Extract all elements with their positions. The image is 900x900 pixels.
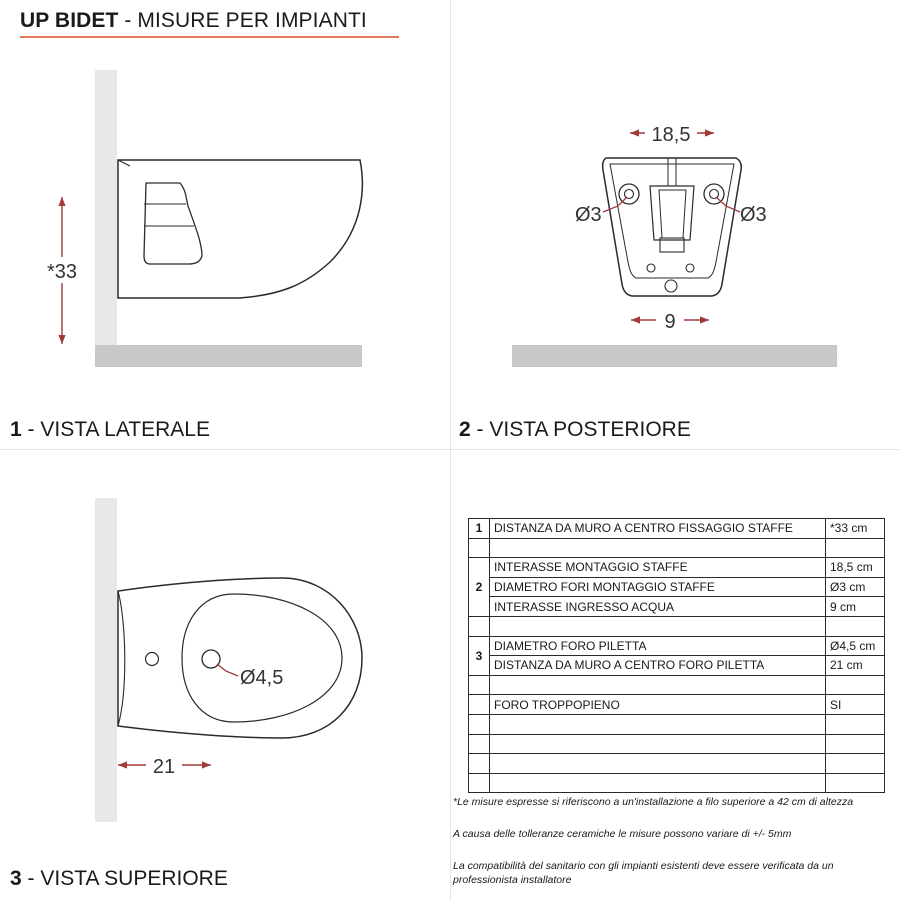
row-value: *33 cm [826, 519, 885, 539]
view-1-number: 1 [10, 418, 22, 441]
row-value: 9 cm [826, 597, 885, 617]
group-number [469, 616, 490, 636]
table-row [469, 636, 885, 656]
view-2-label [459, 418, 691, 442]
row-label: DIAMETRO FORI MONTAGGIO STAFFE [490, 577, 826, 597]
rear-hole-left-label: Ø3 [575, 204, 602, 226]
row-label: INTERASSE MONTAGGIO STAFFE [490, 558, 826, 578]
group-number [469, 675, 490, 695]
row-value [826, 616, 885, 636]
row-value: 18,5 cm [826, 558, 885, 578]
table-row [469, 519, 885, 539]
table-row [469, 577, 885, 597]
row-label [490, 616, 826, 636]
side-floor [95, 345, 362, 367]
brand-name: UP BIDET [20, 9, 119, 32]
row-value [826, 734, 885, 754]
row-value: Ø4,5 cm [826, 636, 885, 656]
rear-bracket-label: 18,5 [651, 124, 691, 146]
group-number [469, 714, 490, 734]
row-label [490, 734, 826, 754]
table-row [469, 754, 885, 774]
top-view [95, 498, 362, 822]
row-label: FORO TROPPOPIENO [490, 695, 826, 715]
table-row [469, 558, 885, 578]
table-row [469, 538, 885, 558]
row-label: INTERASSE INGRESSO ACQUA [490, 597, 826, 617]
row-label: DISTANZA DA MURO A CENTRO FISSAGGIO STAFFE [490, 519, 826, 539]
table-row [469, 616, 885, 636]
rear-floor [512, 345, 837, 367]
view-1-label [10, 418, 210, 442]
table-row [469, 675, 885, 695]
note-ceramic-tolerance: A causa delle tolleranze ceramiche le misure possono variare di +/- 5mm [453, 828, 792, 840]
side-height-label: *33 [46, 261, 78, 283]
view-3-title: - VISTA SUPERIORE [27, 867, 228, 890]
row-label [490, 714, 826, 734]
view-2-title: - VISTA POSTERIORE [476, 418, 691, 441]
spec-table [468, 518, 885, 793]
table-row [469, 734, 885, 754]
row-value [826, 714, 885, 734]
group-number [469, 538, 490, 558]
group-number: 2 [469, 558, 490, 617]
title-separator: - [118, 9, 138, 32]
table-row [469, 656, 885, 676]
row-value [826, 754, 885, 774]
row-label: DISTANZA DA MURO A CENTRO FORO PILETTA [490, 656, 826, 676]
table-row [469, 695, 885, 715]
row-label [490, 538, 826, 558]
note-tolerance-height: *Le misure espresse si riferiscono a un'installazione a filo superiore a 42 cm di altezza [453, 796, 854, 808]
table-row [469, 714, 885, 734]
row-value [826, 538, 885, 558]
view-2-number: 2 [459, 418, 471, 441]
note-compatibility: La compatibilità del sanitario con gli impianti esistenti deve essere verificata da un professionista installatore [453, 860, 834, 886]
view-1-title: - VISTA LATERALE [27, 418, 210, 441]
side-bidet-outline [118, 160, 362, 298]
group-number [469, 734, 490, 754]
top-bidet-outline [118, 578, 362, 738]
row-label [490, 675, 826, 695]
row-label: DIAMETRO FORO PILETTA [490, 636, 826, 656]
row-value [826, 773, 885, 793]
top-wall [95, 498, 117, 822]
row-value: Ø3 cm [826, 577, 885, 597]
group-number [469, 695, 490, 715]
group-number [469, 754, 490, 774]
row-value: 21 cm [826, 656, 885, 676]
group-number: 1 [469, 519, 490, 539]
rear-view [512, 121, 837, 367]
group-number [469, 773, 490, 793]
side-view [40, 70, 362, 367]
group-number: 3 [469, 636, 490, 675]
view-3-number: 3 [10, 867, 22, 890]
row-value: SI [826, 695, 885, 715]
title-subtitle: MISURE PER IMPIANTI [137, 9, 367, 32]
rear-inlet-label: 9 [664, 311, 676, 333]
row-value [826, 675, 885, 695]
rear-hole-right-label: Ø3 [740, 204, 767, 226]
view-3-label [10, 867, 228, 891]
rear-bidet-outline [603, 158, 742, 296]
top-drain-label: Ø4,5 [240, 667, 284, 689]
table-row [469, 773, 885, 793]
table-row [469, 597, 885, 617]
notes [453, 795, 893, 887]
row-label [490, 773, 826, 793]
side-wall [95, 70, 117, 346]
row-label [490, 754, 826, 774]
top-wall-label: 21 [152, 756, 176, 778]
